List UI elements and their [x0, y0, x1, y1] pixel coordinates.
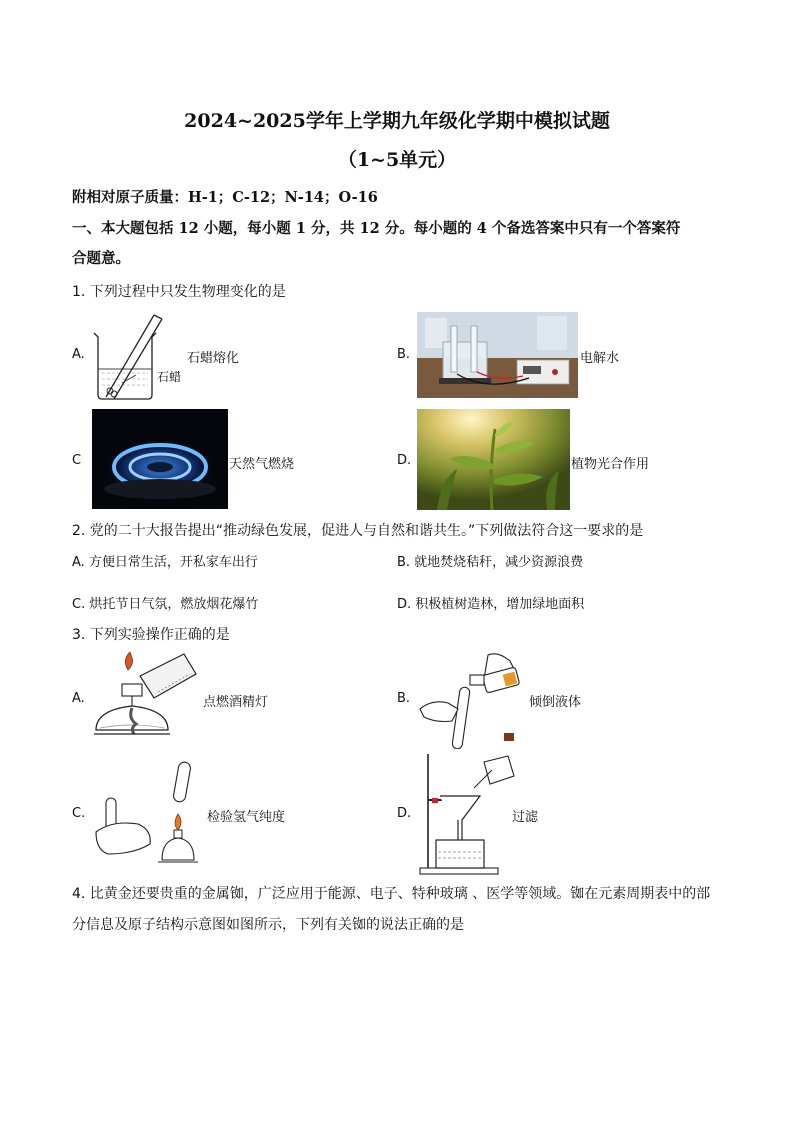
q1-option-a-letter: A.	[72, 347, 85, 362]
plant-photo	[417, 409, 570, 510]
q1-option-b-letter: B.	[397, 347, 411, 362]
q3-option-d-letter: D.	[397, 806, 412, 821]
q2-option-d: D. 积极植树造林，增加绿地面积	[397, 597, 585, 612]
electrolysis-photo	[417, 312, 578, 398]
q2-option-b: B. 就地焚烧秸秆，减少资源浪费	[397, 555, 584, 570]
beaker-wax-image	[88, 311, 168, 401]
q2-option-a: A. 方便日常生活，开私家车出行	[72, 555, 258, 570]
q3-option-a-text: 点燃酒精灯	[203, 695, 269, 710]
q3-option-b-letter: B.	[397, 691, 411, 706]
q3-option-c-text: 检验氢气纯度	[207, 810, 286, 825]
hydrogen-test-drawing	[92, 760, 204, 866]
q1-option-d-letter: D.	[397, 453, 412, 468]
pour-liquid-drawing	[418, 651, 528, 749]
q3-option-d-text: 过滤	[512, 810, 539, 825]
q1-option-b-text: 电解水	[580, 351, 620, 366]
q4-stem-line1: 4. 比黄金还要贵重的金属铷，广泛应用于能源、电子、特种玻璃 、医学等领域。铷在元素周期表中的部	[72, 886, 711, 902]
q2-stem: 2. 党的二十大报告提出“推动绿色发展，促进人与自然和谐共生。”下列做法符合这一要求的是	[72, 523, 644, 539]
q3-stem: 3. 下列实验操作正确的是	[72, 627, 230, 643]
q1-option-c-letter: C	[72, 453, 82, 468]
q1-option-c-text: 天然气燃烧	[229, 457, 295, 472]
q2-option-c: C. 烘托节日气氛，燃放烟花爆竹	[72, 597, 259, 612]
page-subtitle: （1~5单元）	[337, 149, 457, 171]
q3-option-a-letter: A.	[72, 691, 85, 706]
gas-flame-photo	[92, 409, 228, 509]
filtration-drawing	[418, 752, 518, 876]
q1-option-d-text: 植物光合作用	[571, 457, 650, 472]
section-instruction: 一、本大题包括 12 小题，每小题 1 分，共 12 分。每小题的 4 个备选答案中只有一个答案符	[72, 220, 681, 237]
q1-stem: 1. 下列过程中只发生物理变化的是	[72, 284, 286, 300]
page-title: 2024~2025学年上学期九年级化学期中模拟试题	[184, 110, 610, 132]
atomic-mass-note: 附相对原子质量：H-1；C-12；N-14；O-16	[72, 189, 378, 206]
q3-option-c-letter: C.	[72, 806, 86, 821]
q4-stem-line2: 分信息及原子结构示意图如图所示，下列有关铷的说法正确的是	[72, 917, 464, 933]
section-instruction-cont: 合题意。	[72, 250, 130, 267]
q1-option-a-text: 石蜡熔化	[187, 351, 240, 366]
alcohol-lamp-drawing	[92, 648, 202, 744]
wax-label: 石蜡	[157, 370, 182, 384]
q3-option-b-text: 倾倒液体	[529, 695, 582, 710]
